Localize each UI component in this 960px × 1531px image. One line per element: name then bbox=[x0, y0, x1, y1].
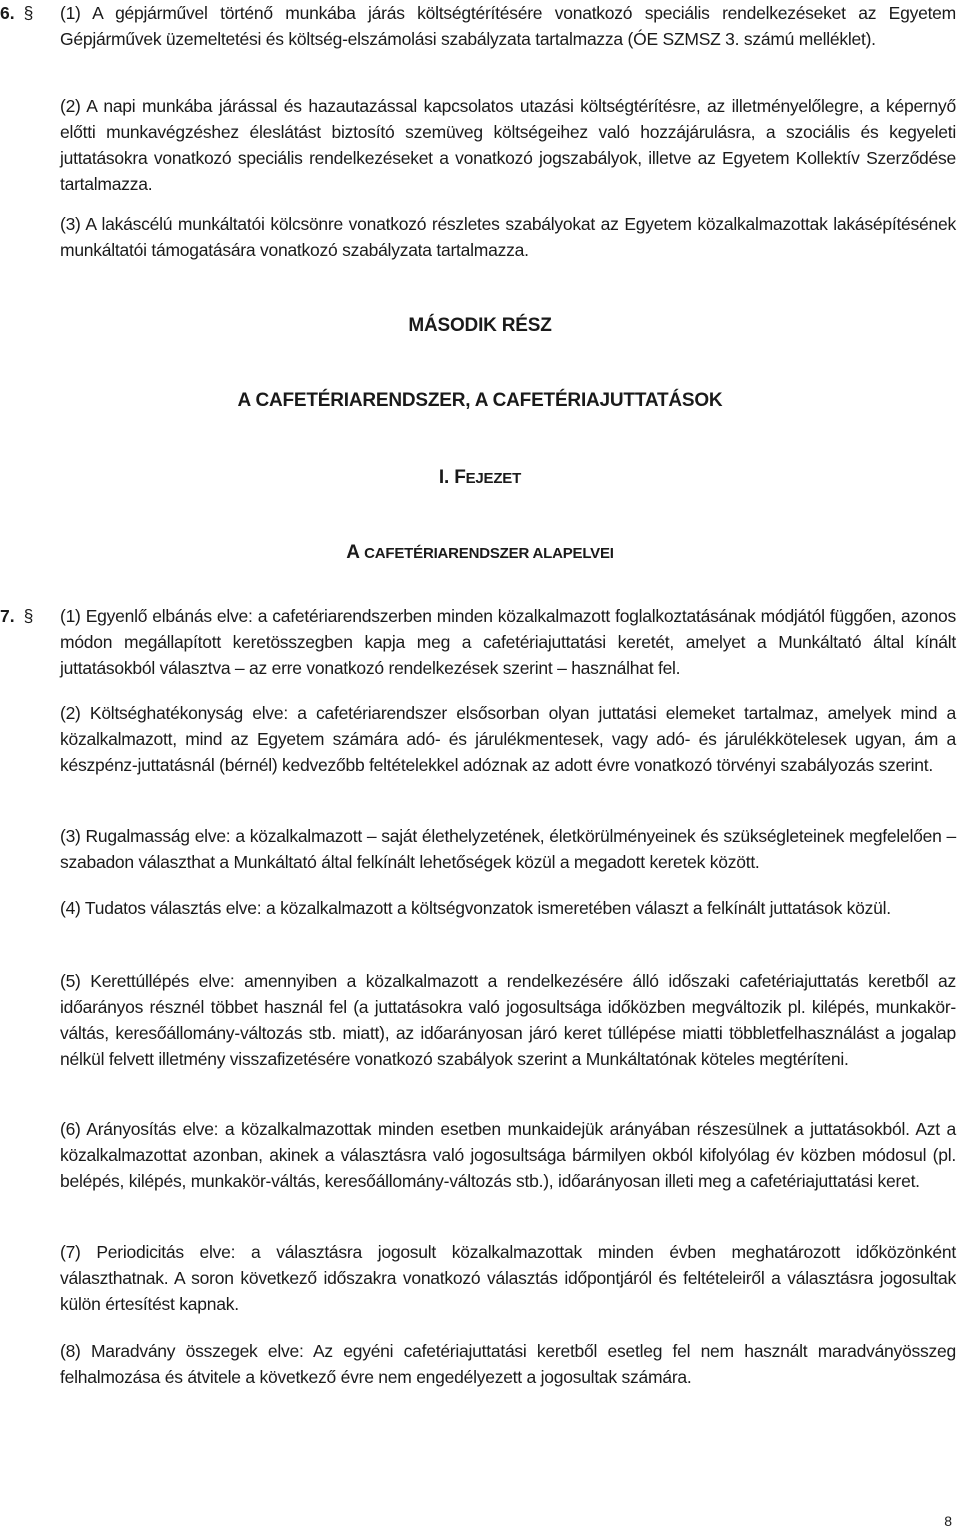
paragraph-7-4: (4) Tudatos választás elve: a közalkalmazott a költségvonzatok ismeretében választ a felkínált juttatások közül. bbox=[60, 898, 891, 918]
paragraph-6-1: (1) A gépjárművel történő munkába járás költségtérítésére vonatkozó speciális rendelkezéseket az Egyetem Gépjárművek üzemeltetési és költség-elszámolási szabályzata tartalmazza (ÓE SZMSZ 3. számú melléklet). bbox=[60, 3, 956, 49]
paragraph-7-3: (3) Rugalmasság elve: a közalkalmazott – saját élethelyzetének, életkörülményeinek és szükségleteinek megfelelően – szabadon választhat a Munkáltató által felkínált lehetőségek közül a megadott keretek között. bbox=[60, 826, 956, 872]
part-title: A CAFETÉRIARENDSZER, A CAFETÉRIAJUTTATÁSOK bbox=[237, 390, 723, 411]
paragraph-7-6: (6) Arányosítás elve: a közalkalmazottak minden esetben munkaidejük arányában részesülnek a juttatásokból. Azt a közalkalmazottat azonban, akinek a választásra való jogosultsága bármilyen okból kifolyólag év közben módosul (pl. belépés, kilépés, munkakör-váltás, keresőállomány-változás stb.), időarányosan illeti meg a cafetériajuttatási keret. bbox=[60, 1119, 956, 1191]
section-number: 6. § bbox=[0, 3, 34, 23]
paragraph-7-5: (5) Kerettúllépés elve: amennyiben a közalkalmazott a rendelkezésére álló időszaki cafetériajuttatás keretből az időarányos résznél többet használ fel (a juttatásokra való jogosultsága időközben megváltozik pl. kilépés, munkakör-váltás, keresőállomány-változás stb. miatt), az időarányosan járó keret túllépése miatti többletfelhasználást a jogalap nélkül felvett illetmény visszafizetésére vonatkozó szabályok szerint a Munkáltatónak köteles megtéríteni. bbox=[60, 971, 956, 1069]
section-number: 7. § bbox=[0, 606, 34, 626]
paragraph-6-2: (2) A napi munkába járással és hazautazással kapcsolatos utazási költségtérítésre, az illetményelőlegre, a képernyő előtti munkavégzéshez éleslátást biztosító szemüveg költségeihez való hozzájárulásra, a szociális és kegyeleti juttatásokra vonatkozó speciális rendelkezéseket a vonatkozó jogszabályok, illetve az Egyetem Kollektív Szerződése tartalmazza. bbox=[60, 96, 956, 194]
page-number: 8 bbox=[944, 1513, 952, 1529]
paragraph-7-8: (8) Maradvány összegek elve: Az egyéni cafetériajuttatási keretből esetleg fel nem használt maradványösszeg felhalmozása és átvitele a következő évre nem engedélyezett a jogosultak számára. bbox=[60, 1341, 956, 1387]
chapter-heading: I. FEJEZET bbox=[438, 467, 522, 488]
paragraph-6-3: (3) A lakáscélú munkáltatói kölcsönre vonatkozó részletes szabályokat az Egyetem közalkalmazottak lakásépítésének munkáltatói támogatására vonatkozó szabályzata tartalmazza. bbox=[60, 214, 956, 260]
part-heading: MÁSODIK RÉSZ bbox=[408, 315, 552, 336]
paragraph-7-7: (7) Periodicitás elve: a választásra jogosult közalkalmazottak minden évben meghatározott időközönként választhatnak. A soron következő időszakra vonatkozó választás időpontjáról és feltételeiről a választásra jogosultak külön értesítést kapnak. bbox=[60, 1242, 956, 1314]
paragraph-7-1: (1) Egyenlő elbánás elve: a cafetériarendszerben minden közalkalmazott foglalkoztatásának módjától függően, azonos módon megállapított keretösszegben kapja meg a cafetériajuttatási keretét, amelyet a Munkáltató által kínált juttatásokból választva – az erre vonatkozó rendelkezések szerint – használhat fel. bbox=[60, 606, 956, 678]
chapter-title: A CAFETÉRIARENDSZER ALAPELVEI bbox=[346, 542, 614, 563]
paragraph-7-2: (2) Költséghatékonyság elve: a cafetériarendszer elsősorban olyan juttatási elemeket tartalmaz, amelyek mind a közalkalmazott, mind az Egyetem számára adó- és járulékmentesek, vagy adó- és járulékkötelesek ugyan, ám a készpénz-juttatásnál (bérnél) kedvezőbb feltételekkel adóznak az adott évre vonatkozó törvényi szabályozás szerint. bbox=[60, 703, 956, 775]
